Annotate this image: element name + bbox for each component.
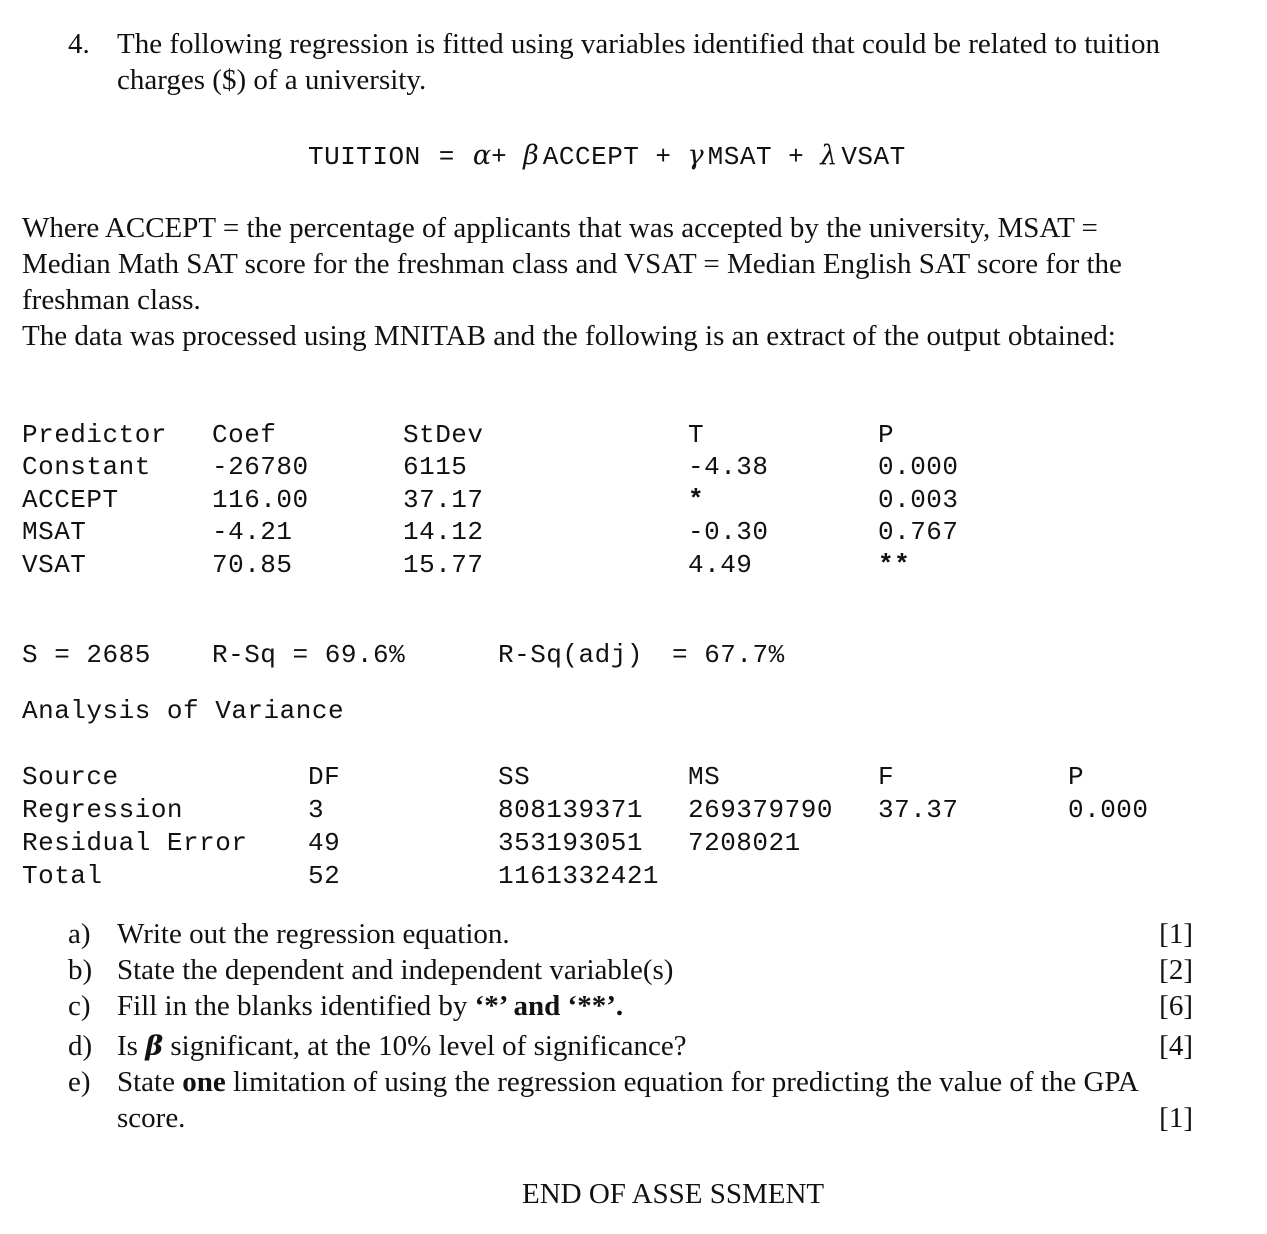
model-plus-3: + [788, 142, 805, 172]
model-equation [308, 138, 906, 174]
anova-cell: 1161332421 [498, 861, 660, 891]
subquestion-marks: [4] [1159, 1030, 1193, 1062]
subquestion-marks: [1] [1159, 1102, 1193, 1134]
coef-cell: 0.003 [878, 485, 959, 515]
anova-title: Analysis of Variance [22, 696, 345, 726]
subquestion-text-post: significant, at the 10% level of significance? [163, 1030, 687, 1062]
subquestion-label: a) [68, 918, 91, 950]
anova-cell: 269379790 [688, 795, 833, 825]
subquestion-label: c) [68, 990, 91, 1022]
anova-header-p: P [1068, 762, 1085, 792]
subquestion-text: State the dependent and independent variable(s) [117, 954, 674, 986]
anova-cell: Residual Error [22, 828, 248, 858]
anova-cell: 353193051 [498, 828, 643, 858]
coef-cell: VSAT [22, 550, 87, 580]
anova-header-ss: SS [498, 762, 531, 792]
lambda-symbol: λ [820, 140, 838, 171]
coef-cell: Constant [22, 452, 151, 482]
model-term-accept: ACCEPT [542, 142, 640, 172]
subquestion-text-pre: State [117, 1066, 183, 1098]
model-term-vsat: VSAT [841, 142, 906, 172]
anova-header-ms: MS [688, 762, 721, 792]
question-number: 4. [68, 28, 90, 60]
coef-header-t: T [688, 420, 705, 450]
coef-header-p: P [878, 420, 895, 450]
subquestion-marks: [1] [1159, 918, 1193, 950]
coef-cell: 70.85 [212, 550, 293, 580]
subquestion-text [117, 1064, 1139, 1100]
anova-cell: 37.37 [878, 795, 959, 825]
anova-header-f: F [878, 762, 895, 792]
gamma-symbol: γ [687, 140, 704, 171]
subquestion-text [117, 1028, 687, 1065]
anova-cell: Total [22, 861, 103, 891]
coef-cell: 4.49 [688, 550, 753, 580]
coef-cell: -4.21 [212, 517, 293, 547]
blank-marker-single: * [688, 485, 705, 515]
subquestion-text-pre: Fill in the blanks identified by [117, 990, 475, 1022]
subquestion-text [117, 988, 623, 1024]
coef-cell: -26780 [212, 452, 309, 482]
subquestion-text-pre: Is [117, 1030, 146, 1062]
question-text-line1: The following regression is fitted using variables identified that could be related to tuition [117, 28, 1160, 60]
anova-header-df: DF [308, 762, 341, 792]
coef-cell: ACCEPT [22, 485, 119, 515]
beta-symbol: β [523, 140, 539, 171]
blank-marker-double: ** [878, 550, 911, 580]
model-plus-2: + [655, 142, 672, 172]
definitions-line2: Median Math SAT score for the freshman class and VSAT = Median English SAT score for the [22, 248, 1122, 280]
anova-cell: 52 [308, 861, 341, 891]
fit-stat-rsq-adj-value: = 67.7% [672, 640, 785, 670]
anova-header-source: Source [22, 762, 119, 792]
fit-stat-s: S = 2685 [22, 640, 151, 670]
anova-cell: 0.000 [1068, 795, 1149, 825]
definitions-line3: freshman class. [22, 284, 201, 316]
alpha-symbol: α [472, 140, 492, 171]
question-text-line2: charges ($) of a university. [117, 64, 427, 96]
coef-cell: MSAT [22, 517, 87, 547]
coef-cell: 0.767 [878, 517, 959, 547]
subquestion-marks: [2] [1159, 954, 1193, 986]
coef-header-stdev: StDev [403, 420, 484, 450]
coef-cell: 0.000 [878, 452, 959, 482]
fit-stat-rsq-adj-label: R-Sq(adj) [498, 640, 643, 670]
subquestion-text-line2: score. [117, 1102, 186, 1134]
anova-cell: 7208021 [688, 828, 801, 858]
fit-stat-rsq: R-Sq = 69.6% [212, 640, 406, 670]
subquestion-marks: [6] [1159, 990, 1193, 1022]
definitions-line1: Where ACCEPT = the percentage of applicants that was accepted by the university, MSAT = [22, 212, 1098, 244]
coef-cell: -4.38 [688, 452, 769, 482]
coef-cell: 6115 [403, 452, 468, 482]
anova-cell: 808139371 [498, 795, 643, 825]
model-lhs: TUITION [308, 142, 421, 172]
coef-header-predictor: Predictor [22, 420, 167, 450]
end-of-assessment: END OF ASSE SSMENT [522, 1178, 825, 1210]
coef-header-coef: Coef [212, 420, 277, 450]
coef-cell: 116.00 [212, 485, 309, 515]
model-plus-1: + [491, 142, 508, 172]
coef-cell: 14.12 [403, 517, 484, 547]
subquestion-text-bold: ‘*’ and ‘**’. [474, 990, 624, 1022]
subquestion-text: Write out the regression equation. [117, 918, 510, 950]
subquestion-label: e) [68, 1066, 91, 1098]
coef-cell: 37.17 [403, 485, 484, 515]
subquestion-label: d) [68, 1030, 93, 1062]
anova-cell: 49 [308, 828, 341, 858]
subquestion-text-bold: one [182, 1066, 226, 1098]
model-equals: = [438, 142, 455, 172]
anova-cell: 3 [308, 795, 325, 825]
beta-symbol: β [145, 1031, 164, 1062]
subquestion-text-post: limitation of using the regression equation for predicting the value of the GPA [225, 1066, 1139, 1098]
model-term-msat: MSAT [707, 142, 773, 172]
anova-cell: Regression [22, 795, 184, 825]
coef-cell: 15.77 [403, 550, 484, 580]
subquestion-label: b) [68, 954, 93, 986]
definitions-line4: The data was processed using MNITAB and the following is an extract of the output obtained: [22, 320, 1116, 352]
coef-cell: -0.30 [688, 517, 769, 547]
